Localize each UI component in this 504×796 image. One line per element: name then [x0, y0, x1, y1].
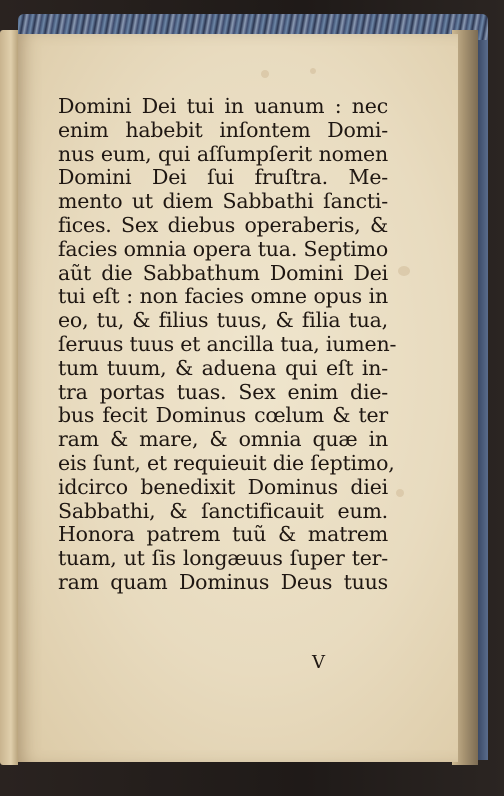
- text-line: tra portas tuas. Sex enim die-: [58, 379, 388, 404]
- text-line: Domini Dei tui in uanum : nec: [58, 94, 388, 118]
- text-line: enim habebit inſontem Domi-: [58, 117, 388, 142]
- stain-mark: [310, 68, 316, 74]
- text-line: tuam, ut ſis longæuus ſuper ter-: [58, 546, 388, 571]
- text-line: idcirco benedixit Dominus diei: [58, 474, 388, 499]
- book-cover-edge: [478, 40, 488, 760]
- signature-mark: V: [312, 652, 325, 673]
- text-line: ram & mare, & omnia quæ in: [58, 427, 388, 452]
- text-line: eo, tu, & filius tuus, & filia tua,: [58, 308, 388, 333]
- stain-mark: [396, 489, 404, 497]
- text-line: Honora patrem tuũ & matrem: [58, 522, 388, 547]
- text-line: tui eſt : non facies omne opus in: [58, 284, 388, 309]
- text-line: mento ut diem Sabbathi ſancti-: [58, 189, 388, 214]
- text-line: facies omnia opera tua. Septimo: [58, 236, 388, 261]
- text-line: tum tuum, & aduena qui eſt in-: [58, 355, 388, 380]
- previous-page-edge: [0, 30, 18, 765]
- text-line: ram quam Dominus Deus tuus: [58, 569, 388, 594]
- text-line: Domini Dei ſui fruſtra. Me-: [58, 165, 388, 190]
- text-line: fices. Sex diebus operaberis, &: [58, 212, 388, 237]
- stain-mark: [398, 266, 410, 276]
- stain-mark: [261, 70, 269, 78]
- text-line: nus eum, qui aſſumpſerit nomen: [58, 141, 388, 166]
- page-text: [58, 94, 397, 595]
- text-line: eis ſunt, et requieuit die ſeptimo,: [58, 450, 395, 475]
- text-line: aũt die Sabbathum Domini Dei: [58, 260, 388, 285]
- text-line: Sabbathi, & ſanctificauit eum.: [58, 498, 388, 523]
- text-line: ſeruus tuus et ancilla tua, iumen-: [58, 331, 397, 356]
- text-line: bus fecit Dominus cœlum & ter: [58, 403, 388, 428]
